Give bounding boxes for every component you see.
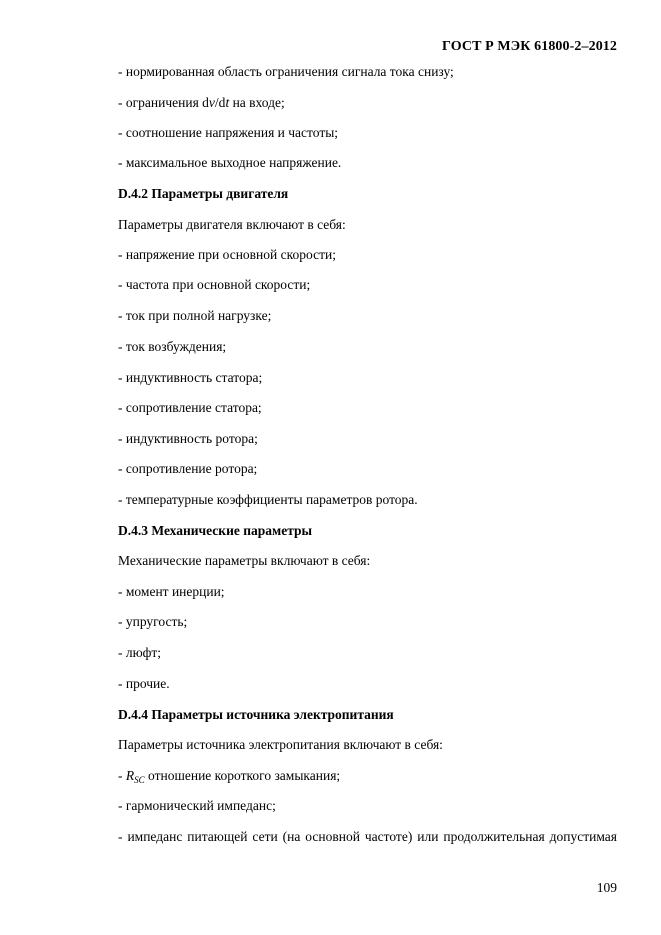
text-fragment: -: [118, 768, 126, 783]
list-item: - индуктивность ротора;: [118, 431, 258, 446]
list-item: - нормированная область ограничения сигнала тока снизу;: [118, 64, 454, 79]
list-item: - индуктивность статора;: [118, 370, 263, 385]
text-fragment: на входе;: [229, 95, 285, 110]
list-item: - момент инерции;: [118, 584, 225, 599]
list-item: - упругость;: [118, 614, 188, 629]
list-item: [118, 95, 617, 111]
list-item: [118, 768, 617, 785]
list-item: - сопротивление статора;: [118, 400, 262, 415]
list-item: - частота при основной скорости;: [118, 277, 311, 292]
list-item: - температурные коэффициенты параметров ротора.: [118, 492, 418, 507]
paragraph: Параметры двигателя включают в себя:: [118, 217, 346, 232]
list-item: - прочие.: [118, 676, 170, 691]
text-fragment: v: [208, 95, 215, 110]
page-number: 109: [596, 880, 617, 895]
section-heading: D.4.4 Параметры источника электропитания: [118, 707, 394, 722]
paragraph: Параметры источника электропитания включают в себя:: [118, 737, 443, 752]
list-item: - сопротивление ротора;: [118, 461, 258, 476]
text-fragment: t: [225, 95, 230, 110]
page-header: ГОСТ Р МЭК 61800-2–2012: [442, 39, 617, 54]
list-item: - напряжение при основной скорости;: [118, 247, 336, 262]
list-item: - импеданс питающей сети (на основной частоте) или продолжительная допустимая: [118, 829, 617, 844]
section-heading: D.4.3 Механические параметры: [118, 523, 313, 538]
list-item: - ток возбуждения;: [118, 339, 227, 354]
list-item: - максимальное выходное напряжение.: [118, 155, 342, 170]
paragraph: Механические параметры включают в себя:: [118, 553, 371, 568]
list-item: - соотношение напряжения и частоты;: [118, 125, 339, 140]
list-item: - люфт;: [118, 645, 162, 660]
rsc-symbol: R: [125, 768, 135, 783]
text-fragment: - ограничения d: [118, 95, 209, 110]
rsc-subscript: SC: [134, 775, 145, 785]
text-fragment: /d: [214, 95, 226, 110]
list-item: - ток при полной нагрузке;: [118, 308, 272, 323]
list-item: - гармонический импеданс;: [118, 798, 276, 813]
text-fragment: отношение короткого замыкания;: [144, 768, 341, 783]
section-heading: D.4.2 Параметры двигателя: [118, 186, 289, 201]
